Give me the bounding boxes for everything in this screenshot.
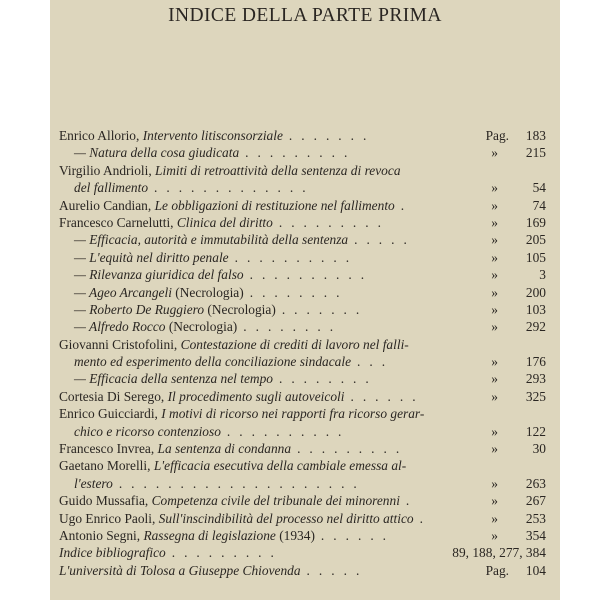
- toc-entry: Cortesia Di Serego, Il procedimento sugli autoveicoli ...... » 325: [59, 388, 546, 404]
- entry-title: Limiti di retroattività della sentenza di revoca: [155, 162, 401, 178]
- entry-author: Virgilio Andrioli,: [59, 162, 156, 178]
- toc-entry: L'università di Tolosa a Giuseppe Chiovenda ..... Pag. 104: [59, 562, 546, 578]
- entry-title: — Rilevanza giuridica del falso: [74, 267, 244, 283]
- toc-entry: — Efficacia, autorità e immutabilità della sentenza ..... » 205: [74, 232, 546, 248]
- toc-entry: [59, 336, 546, 353]
- page-number: 292: [525, 319, 546, 335]
- page-number: 205: [525, 232, 546, 248]
- toc-entry: — Natura della cosa giudicata ......... » 215: [74, 145, 546, 161]
- page-number: 169: [525, 214, 546, 230]
- entry-title: — Efficacia della sentenza nel tempo: [74, 371, 273, 387]
- toc-entry: — Roberto De Ruggiero (Necrologia) ....... » 103: [74, 301, 546, 317]
- entry-author: Enrico Guicciardi,: [59, 406, 162, 422]
- page-number: 253: [525, 510, 546, 526]
- page-number: 183: [525, 128, 546, 143]
- toc-entry: Ugo Enrico Paoli, Sull'inscindibilità del processo nel diritto attico . » 253: [59, 510, 546, 526]
- entry-title: Clinica del diritto: [176, 214, 273, 230]
- entry-note: (1934): [275, 527, 315, 543]
- toc-entry: — Ageo Arcangeli (Necrologia) ........ » 200: [74, 284, 546, 300]
- entry-title: — Ageo Arcangeli: [74, 284, 172, 300]
- entry-title: — Alfredo Rocco: [74, 319, 166, 335]
- toc-entry: [59, 162, 546, 179]
- entry-author: Guido Mussafia,: [59, 493, 152, 509]
- entry-author: Gaetano Morelli,: [59, 458, 154, 474]
- entry-title: chico e ricorso contenzioso: [74, 423, 221, 439]
- toc-entry: Guido Mussafia, Competenza civile del tribunale dei minorenni . » 267: [59, 493, 546, 509]
- toc-entry: — L'equità nel diritto penale .......... » 105: [74, 249, 546, 265]
- entry-note: (Necrologia): [204, 301, 276, 317]
- page-number: 54: [532, 180, 546, 196]
- entry-title: — Natura della cosa giudicata: [74, 145, 240, 161]
- toc-entry-continuation: chico e ricorso contenzioso .......... » 122: [74, 423, 546, 439]
- table-of-contents: [59, 127, 546, 579]
- page-number: 122: [525, 423, 546, 439]
- page-number: 354: [525, 527, 546, 543]
- entry-author: Ugo Enrico Paoli,: [59, 510, 159, 526]
- toc-entry: [59, 405, 546, 422]
- toc-entry: Francesco Carnelutti, Clinica del diritto ......... » 169: [59, 214, 546, 230]
- entry-author: Enrico Allorio,: [59, 128, 143, 143]
- page-number: 104: [525, 562, 546, 578]
- page-number: 267: [525, 493, 546, 509]
- entry-author: Cortesia Di Serego,: [59, 388, 168, 404]
- page-number: 89, 188, 277, 384: [452, 545, 546, 561]
- entry-author: Francesco Invrea,: [59, 441, 158, 457]
- toc-entry-continuation: del fallimento ............. » 54: [74, 180, 546, 196]
- page-number: 30: [532, 441, 546, 457]
- page-number: 103: [525, 301, 546, 317]
- entry-title: l'estero: [74, 475, 113, 491]
- page-number: 176: [525, 354, 546, 370]
- entry-title: Il procedimento sugli autoveicoli: [167, 388, 345, 404]
- page-number: 200: [525, 284, 546, 300]
- page-label: Pag.: [485, 128, 509, 143]
- toc-entry: — Alfredo Rocco (Necrologia) ........ » 292: [74, 319, 546, 335]
- entry-title: L'efficacia esecutiva della cambiale emessa al-: [153, 458, 407, 474]
- toc-entry: Antonio Segni, Rassegna di legislazione (1934) ...... » 354: [59, 527, 546, 543]
- toc-entry: — Rilevanza giuridica del falso .......... » 3: [74, 267, 546, 283]
- toc-entry-continuation: l'estero .................... » 263: [74, 475, 546, 491]
- entry-title: Competenza civile del tribunale dei minorenni: [151, 493, 400, 509]
- entry-title: Indice bibliografico: [59, 545, 166, 561]
- entry-note: (Necrologia): [165, 319, 238, 335]
- toc-entry: [59, 457, 546, 474]
- entry-title: del fallimento: [74, 180, 149, 196]
- entry-author: Antonio Segni,: [59, 527, 144, 543]
- entry-title: La sentenza di condanna: [157, 441, 292, 457]
- toc-entry: Aurelio Candian, Le obbligazioni di restituzione nel fallimento . » 74: [59, 197, 546, 213]
- entry-author: Francesco Carnelutti,: [59, 214, 177, 230]
- entry-title: L'università di Tolosa a Giuseppe Chiovenda: [59, 562, 301, 578]
- toc-entry: Indice bibliografico ......... 89, 188, 277, 384: [59, 545, 546, 561]
- book-page: [50, 0, 560, 600]
- entry-note: (Necrologia): [171, 284, 244, 300]
- page-number: 325: [525, 388, 546, 404]
- entry-author: Aurelio Candian,: [59, 197, 155, 213]
- page-title: INDICE DELLA PARTE PRIMA: [168, 5, 442, 26]
- entry-title: Contestazione di crediti di lavoro nel falli-: [180, 336, 409, 352]
- entry-title: mento ed esperimento della conciliazione sindacale: [74, 354, 352, 370]
- entry-title: Sull'inscindibilità del processo nel diritto attico: [158, 510, 414, 526]
- page-number: 105: [525, 249, 546, 265]
- toc-entry: Enrico Allorio, Intervento litisconsorziale ....... Pag. 183: [59, 128, 546, 143]
- toc-entry: — Efficacia della sentenza nel tempo ........ » 293: [74, 371, 546, 387]
- toc-entry: Francesco Invrea, La sentenza di condanna ......... » 30: [59, 441, 546, 457]
- entry-title: Rassegna di legislazione: [143, 527, 276, 543]
- entry-title: Intervento litisconsorziale: [142, 128, 283, 143]
- entry-title: I motivi di ricorso nei rapporti fra ricorso gerar-: [161, 406, 425, 422]
- page-number: 293: [525, 371, 546, 387]
- entry-title: Le obbligazioni di restituzione nel fallimento: [154, 197, 395, 213]
- entry-author: Giovanni Cristofolini,: [59, 336, 181, 352]
- page-number: 3: [539, 267, 546, 283]
- entry-title: — L'equità nel diritto penale: [74, 249, 229, 265]
- page-number: 74: [532, 197, 546, 213]
- page-number: 215: [525, 145, 546, 161]
- page-number: 263: [525, 475, 546, 491]
- entry-title: — Roberto De Ruggiero: [74, 301, 205, 317]
- page-label: Pag.: [485, 562, 509, 578]
- entry-title: — Efficacia, autorità e immutabilità della sentenza: [74, 232, 349, 248]
- toc-entry-continuation: mento ed esperimento della conciliazione sindacale ... » 176: [74, 354, 546, 370]
